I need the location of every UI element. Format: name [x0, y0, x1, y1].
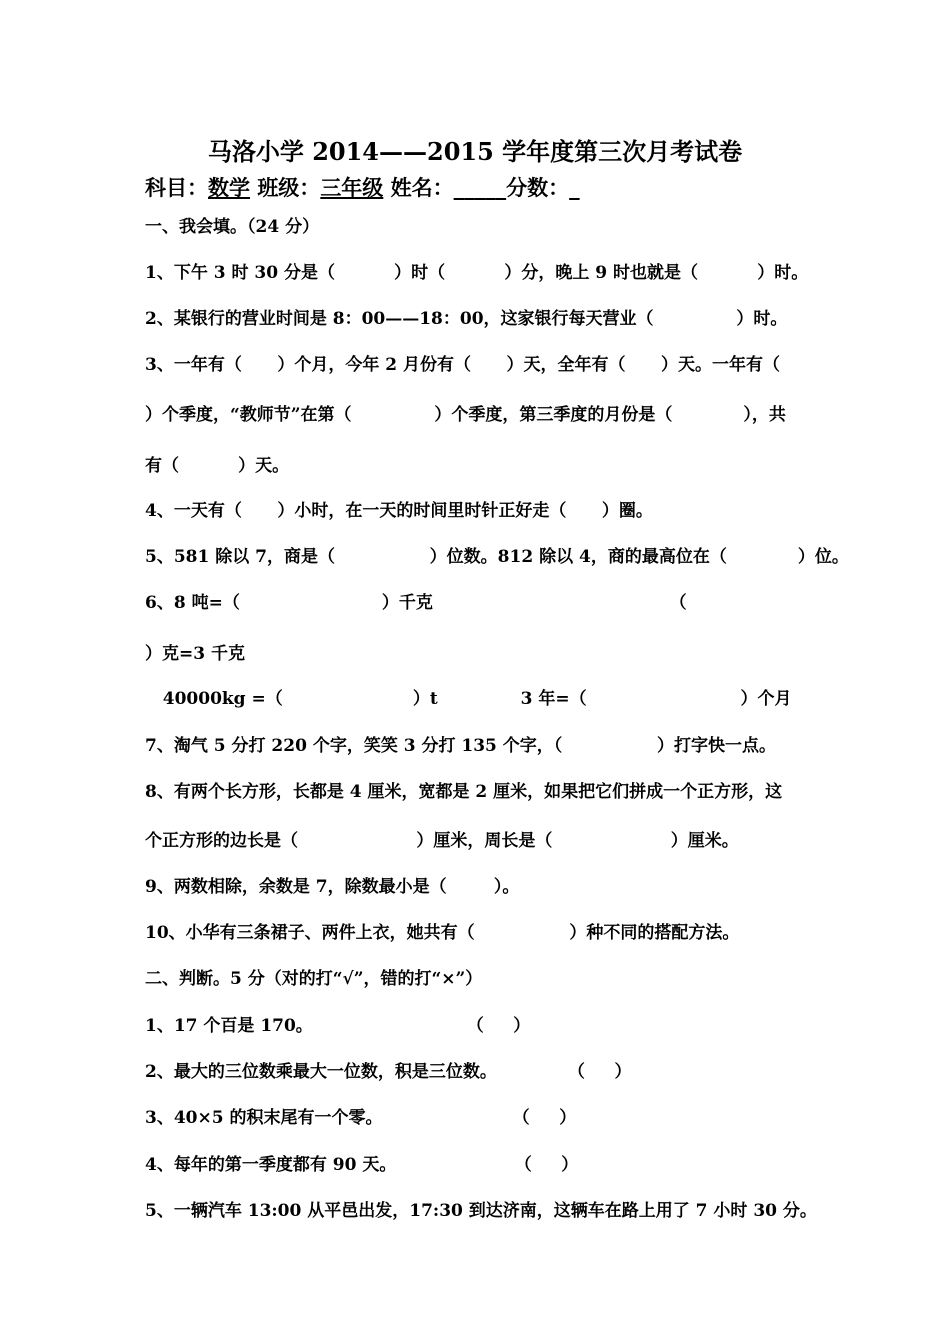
- question-line: 1、下午 3 时 30 分是（ ）时（ ）分，晚上 9 时也就是（ ）时。: [145, 263, 809, 283]
- class-value: 三年级: [320, 175, 384, 200]
- question-line: 个正方形的边长是（ ）厘米，周长是（ ）厘米。: [145, 831, 739, 851]
- name-label: 姓名：: [390, 175, 454, 200]
- name-blank: _____: [453, 175, 507, 200]
- question-line: ）个季度，“教师节”在第（ ）个季度，第三季度的月份是（ ），共: [145, 405, 786, 425]
- question-line: 9、两数相除，余数是 7，除数最小是（ ）。: [145, 877, 520, 897]
- question-line: ）克=3 千克: [145, 644, 245, 664]
- question-line: 10、小华有三条裙子、两件上衣，她共有（ ）种不同的搭配方法。: [145, 923, 740, 943]
- question-line: 2、某银行的营业时间是 8：00——18：00，这家银行每天营业（ ）时。: [145, 309, 788, 329]
- question-line: 6、8 吨=（ ）千克 （: [145, 593, 687, 613]
- question-line: 7、淘气 5 分打 220 个字，笑笑 3 分打 135 个字，（ ）打字快一点。: [145, 736, 776, 756]
- judge-line: 5、一辆汽车 13:00 从平邑出发，17:30 到达济南，这辆车在路上用了 7 小时 30 分。: [145, 1201, 817, 1221]
- question-line: 4、一天有（ ）小时，在一天的时间里时针正好走（ ）圈。: [145, 501, 653, 521]
- page-title: 马洛小学 2014——2015 学年度第三次月考试卷: [207, 137, 743, 166]
- subject-label: 科目：: [145, 175, 208, 200]
- section-fill-heading: 一、我会填。（24 分）: [145, 217, 320, 237]
- class-label: 班级：: [257, 175, 321, 200]
- question-line: 5、581 除以 7，商是（ ）位数。812 除以 4，商的最高位在（ ）位。: [145, 547, 849, 567]
- judge-line: 3、40×5 的积末尾有一个零。 （ ）: [145, 1108, 577, 1128]
- question-line: 3、一年有（ ）个月，今年 2 月份有（ ）天，全年有（ ）天。一年有（: [145, 355, 781, 375]
- question-line: 40000kg =（ ）t 3 年=（ ）个月: [145, 689, 792, 709]
- judge-line: 4、每年的第一季度都有 90 天。 （ ）: [145, 1155, 579, 1175]
- exam-info-row: [145, 172, 580, 202]
- judge-line: 2、最大的三位数乘最大一位数，积是三位数。 （ ）: [145, 1062, 632, 1082]
- score-blank: _: [569, 175, 580, 200]
- section-judge-heading: 二、判断。5 分（对的打“√”，错的打“×”）: [145, 969, 483, 989]
- judge-line: 1、17 个百是 170。 （ ）: [145, 1016, 531, 1036]
- subject-value: 数学: [208, 175, 250, 200]
- question-line: 有（ ）天。: [145, 456, 290, 476]
- question-line: 8、有两个长方形，长都是 4 厘米，宽都是 2 厘米，如果把它们拼成一个正方形，这: [145, 782, 783, 802]
- score-label: 分数：: [506, 175, 570, 200]
